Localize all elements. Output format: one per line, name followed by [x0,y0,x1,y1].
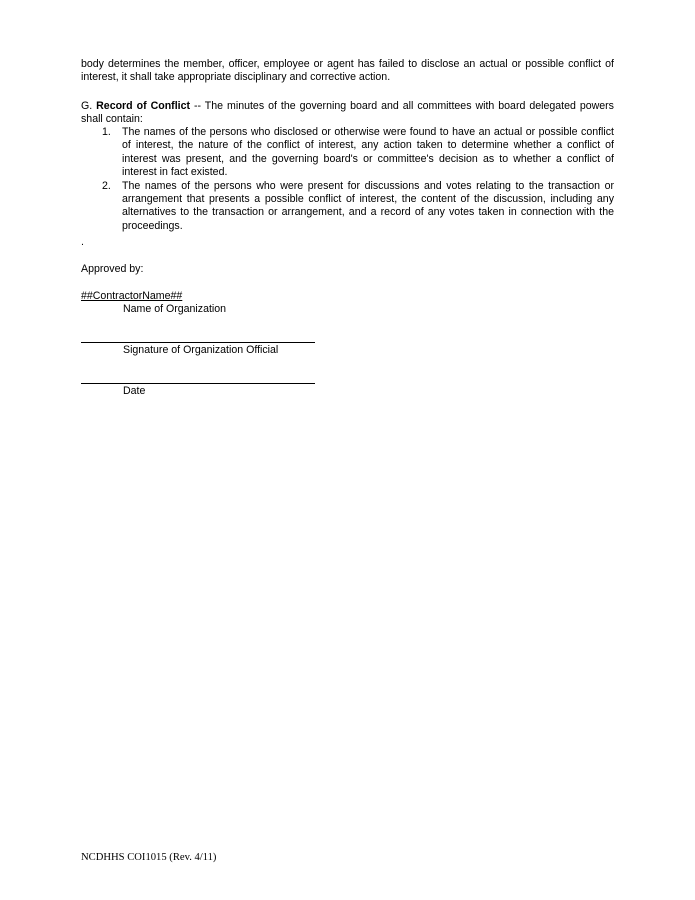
list-item [81,180,614,234]
approved-by-label: Approved by: [81,263,144,275]
list-item [81,126,614,180]
date-line [81,383,315,384]
list-item-text: The names of the persons who disclosed or otherwise were found to have an actual or possible conflict of interest, the nature of the conflict of interest, any action taken to determine whether a conflict of interest was present, and the governing board's or committee's decision as to whether a conflict of interest in fact existed. [122,126,614,179]
organization-name-label: Name of Organization [123,303,227,315]
list-item-number: 1. [102,126,111,138]
contractor-name-field: ##ContractorName## [81,290,183,302]
stray-period: . [81,236,84,248]
section-intro: -- The minutes of the governing board and all committees with board delegated powers shall contain: [81,100,614,126]
date-label: Date [123,385,146,397]
section-prefix: G. [81,100,97,112]
list-item-number: 2. [102,179,111,192]
list-item-text: The names of the persons who were present for discussions and votes relating to the transaction or arrangement that presents a possible conflict of interest, the content of the discussion, including any alternatives to the transaction or arrangement, and a record of any votes taken in connection with the proceedings. [122,179,614,232]
continuation-paragraph: body determines the member, officer, employee or agent has failed to disclose an actual or possible conflict of interest, it shall take appropriate disciplinary and corrective action. [81,58,614,84]
record-of-conflict-paragraph [81,100,614,127]
signature-label: Signature of Organization Official [123,344,279,356]
record-items-list [81,126,614,233]
section-heading: Record of Conflict [96,100,191,112]
page-footer: NCDHHS COI1015 (Rev. 4/11) [81,852,217,863]
signature-line [81,342,315,343]
